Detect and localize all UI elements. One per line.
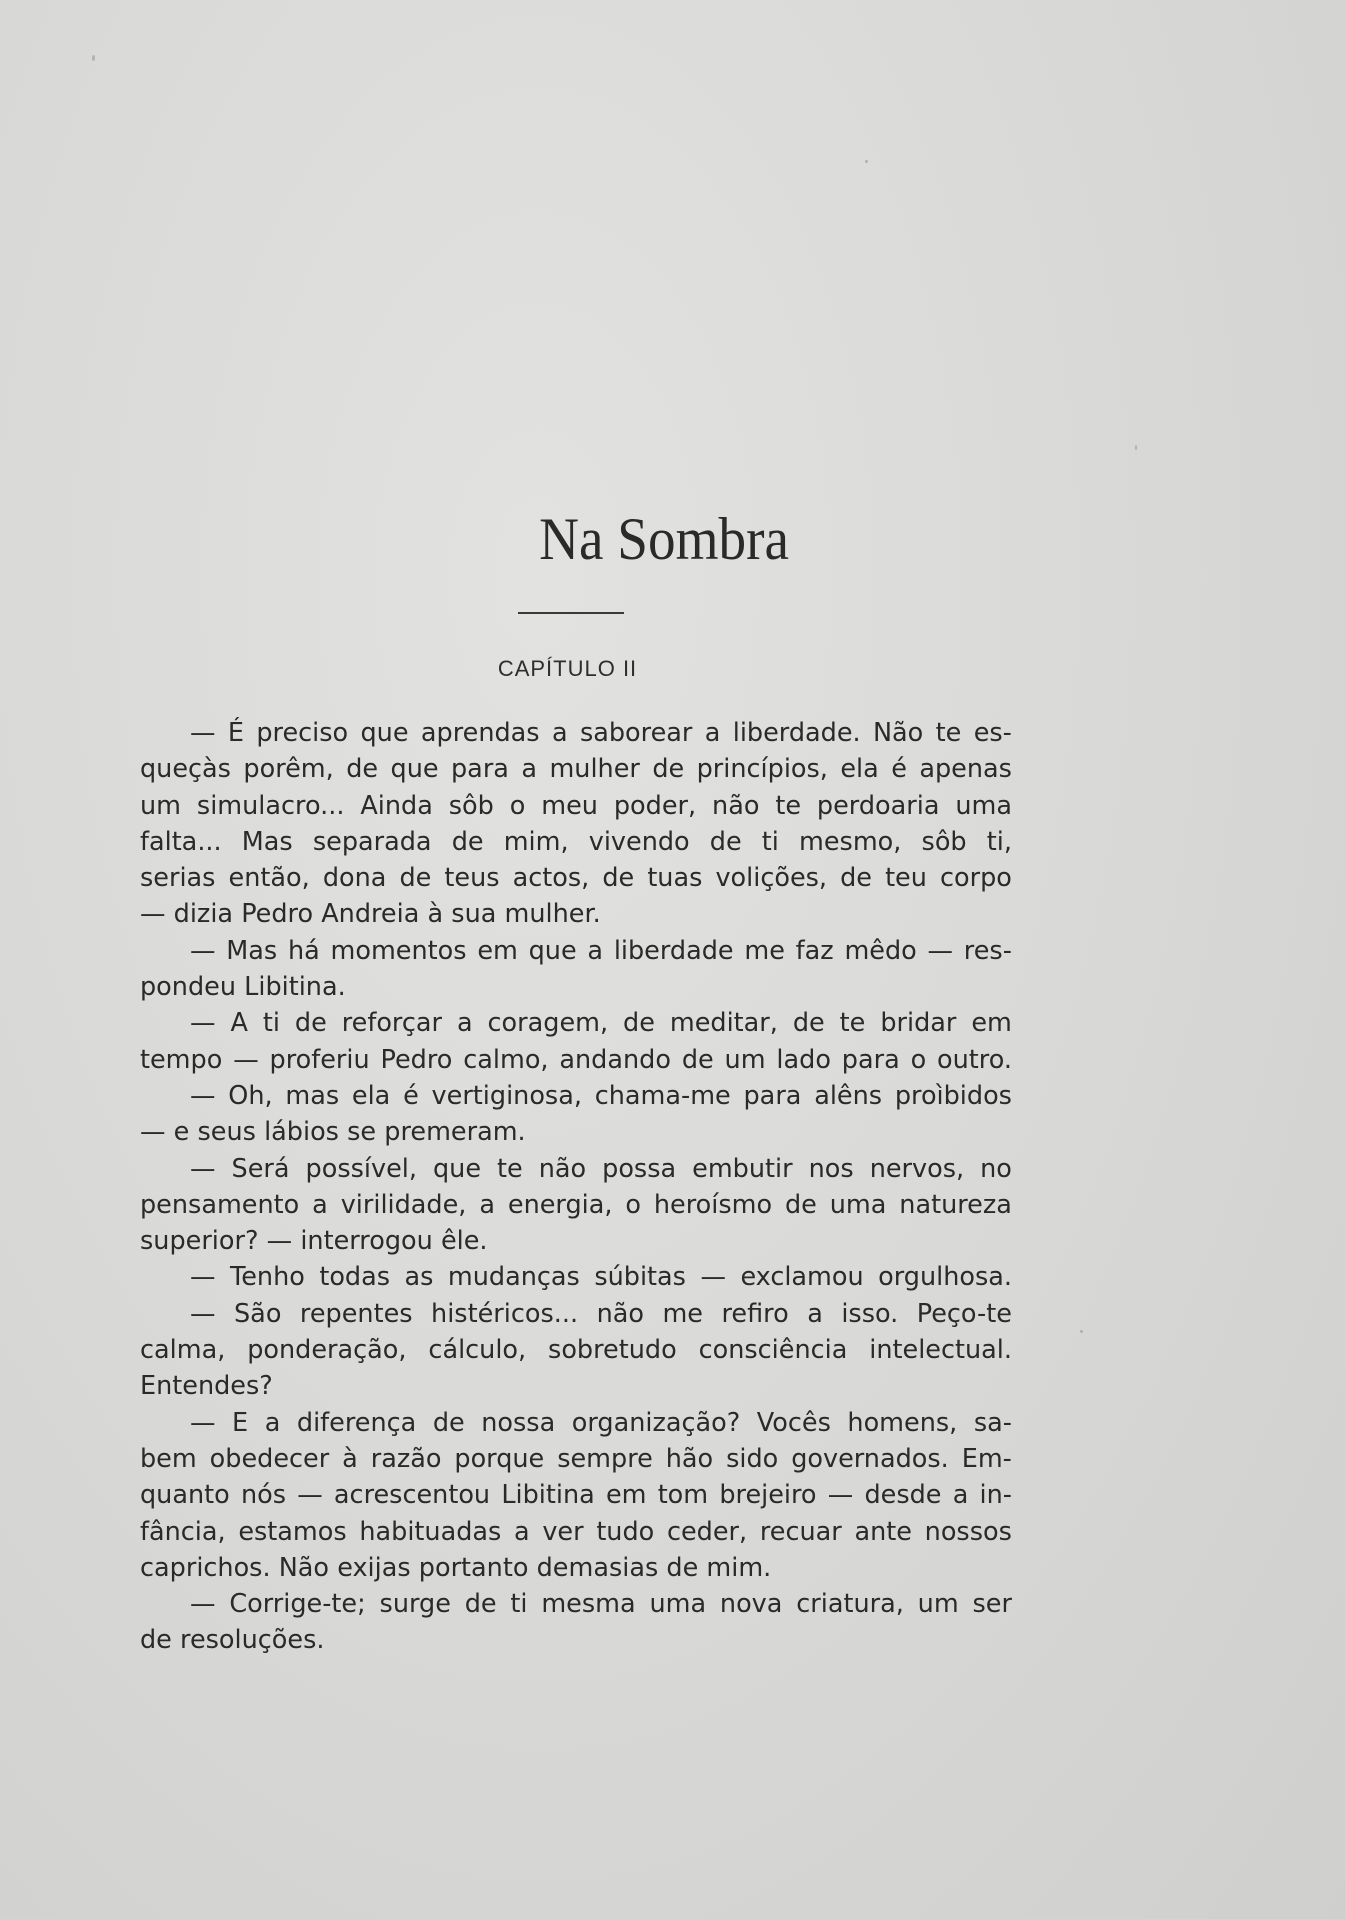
text-line: — Mas há momentos em que a liberdade me faz mêdo — res- [190,935,1012,966]
text-line: — E a diferença de nossa organização? Vocês homens, sa- [190,1407,1012,1438]
text-line: tempo — proferiu Pedro calmo, andando de um lado para o outro. [140,1044,1012,1075]
title-divider [518,612,624,614]
text-line: — e seus lábios se premeram. [140,1117,526,1148]
paper-speck [865,160,868,163]
text-line: fância, estamos habituadas a ver tudo ceder, recuar ante nossos [140,1516,1012,1547]
text-line: pensamento a virilidade, a energia, o heroísmo de uma natureza [140,1189,1012,1220]
text-line: queçàs porêm, de que para a mulher de princípios, ela é apenas [140,754,1012,785]
chapter-body [140,715,1012,1659]
paper-speck [1135,445,1137,450]
text-line: quanto nós — acrescentou Libitina em tom brejeiro — desde a in- [140,1480,1012,1511]
text-line: — dizia Pedro Andreia à sua mulher. [140,899,601,930]
paper-speck [1080,1330,1083,1333]
chapter-label: CAPÍTULO II [497,656,638,681]
text-line: Entendes? [140,1371,273,1402]
text-line: um simulacro... Ainda sôb o meu poder, não te perdoaria uma [140,790,1012,821]
text-line: falta... Mas separada de mim, vivendo de ti mesmo, sôb ti, [140,826,1012,857]
text-line: — Tenho todas as mudanças súbitas — exclamou orgulhosa. [190,1262,1012,1293]
text-line: de resoluções. [140,1625,325,1656]
text-line: calma, ponderação, cálculo, sobretudo consciência intelectual. [140,1335,1012,1366]
text-line: — Será possível, que te não possa embutir nos nervos, no [190,1153,1012,1184]
text-line: — Oh, mas ela é vertiginosa, chama-me para alêns proìbidos [190,1080,1012,1111]
text-line: — A ti de reforçar a coragem, de meditar, de te bridar em [190,1008,1012,1039]
page-title: Na Sombra [539,506,790,572]
text-line: caprichos. Não exijas portanto demasias de mim. [140,1552,772,1583]
text-line: — Corrige-te; surge de ti mesma uma nova criatura, um ser [190,1589,1012,1620]
chapter-heading [0,656,1345,682]
text-line: — É preciso que aprendas a saborear a liberdade. Não te es- [190,718,1012,748]
text-line: pondeu Libitina. [140,972,346,1003]
text-line: bem obedecer à razão porque sempre hão sido governados. Em- [140,1443,1012,1474]
text-line: — São repentes histéricos... não me refiro a isso. Peço-te [190,1298,1012,1329]
text-line: serias então, dona de teus actos, de tuas volições, de teu corpo [140,863,1012,894]
paper-speck [92,55,95,61]
text-line: superior? — interrogou êle. [140,1226,488,1257]
